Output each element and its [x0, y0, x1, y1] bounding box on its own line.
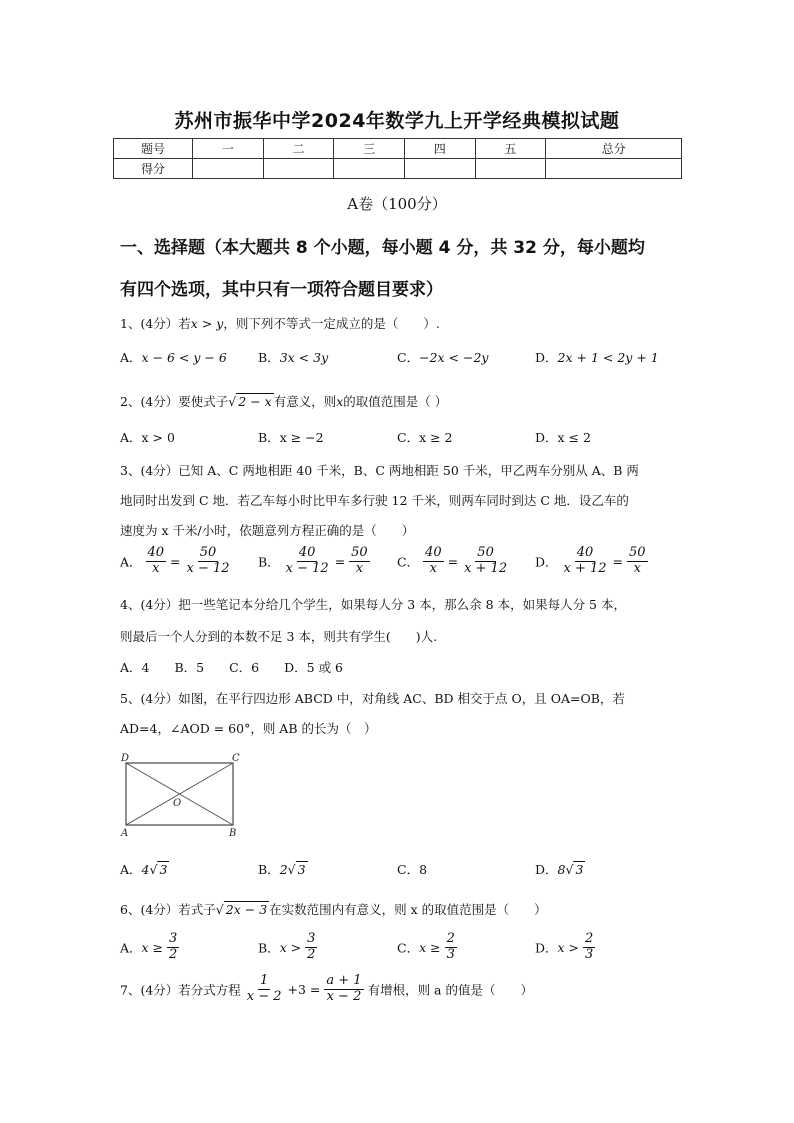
option-expr: x ≥ 2 — [419, 430, 453, 445]
numerator: 50 — [199, 545, 217, 560]
sqrt-expression: √ 3 — [565, 862, 584, 877]
numerator: 50 — [351, 545, 368, 560]
q6-stem-post: 在实数范围内有意义，则 x 的取值范围是（ ） — [269, 902, 547, 917]
fraction — [462, 546, 509, 577]
option-label: C． — [397, 862, 420, 877]
q1-option-c[interactable] — [397, 348, 488, 366]
denominator: x — [355, 560, 364, 576]
q2-option-a[interactable] — [120, 428, 175, 446]
sqrt-expression: √ 2x − 3 — [215, 902, 268, 917]
fraction — [167, 932, 179, 963]
section1-heading-line2: 有四个选项，其中只有一项符合题目要求） — [120, 280, 443, 300]
q1-stem-post: ，则下列不等式一定成立的是（ ）. — [223, 316, 440, 331]
q5-option-b[interactable] — [258, 860, 308, 878]
q1-stem-pre: 1、(4分）若 — [120, 316, 191, 331]
score-header-cell: 一 — [193, 139, 264, 159]
question-5-line2: AD=4，∠AOD = 60°，则 AB 的长为（ ） — [120, 721, 377, 736]
score-input-cell[interactable] — [475, 159, 546, 179]
denominator: 3 — [446, 946, 455, 962]
question-1-stem — [120, 314, 440, 332]
question-4-line2: 则最后一个人分到的本数不足 3 本，则共有学生( )人. — [120, 629, 438, 644]
option-label: C． — [397, 554, 420, 570]
option-expr: x > 0 — [141, 430, 175, 445]
option-label: D． — [535, 940, 558, 956]
q7-stem-pre: 7、(4分）若分式方程 — [120, 982, 241, 998]
fraction — [445, 932, 457, 963]
denominator: x − 12 — [285, 560, 329, 576]
question-3-line3: 速度为 x 千米/小时，依题意列方程正确的是（ ） — [120, 523, 415, 538]
option-label: C． — [397, 430, 420, 445]
numerator: 2 — [446, 931, 455, 946]
question-6-stem — [120, 900, 547, 918]
q6-option-d[interactable] — [535, 932, 595, 963]
option-label: A． — [120, 554, 142, 570]
denominator: 2 — [169, 946, 178, 962]
score-input-cell[interactable] — [263, 159, 334, 179]
score-header-cell: 二 — [263, 139, 334, 159]
score-header-cell: 总分 — [546, 139, 682, 159]
numerator: 2 — [585, 931, 594, 946]
option-label: B． — [258, 862, 280, 877]
option-label: C． — [397, 940, 420, 956]
label-d: D — [121, 753, 130, 764]
score-table-header-row — [114, 139, 682, 159]
option-label: B． — [258, 554, 280, 570]
option-label: A． — [120, 862, 142, 877]
question-7-stem — [120, 974, 533, 1005]
score-row-label: 得分 — [114, 159, 193, 179]
relation: x ≥ — [419, 939, 441, 955]
radicand: 3 — [297, 862, 306, 877]
score-header-cell: 三 — [334, 139, 405, 159]
coefficient: 8 — [557, 862, 566, 877]
denominator: x − 12 — [186, 560, 230, 576]
fraction — [284, 546, 331, 577]
score-header-cell: 四 — [404, 139, 475, 159]
numerator: 40 — [425, 545, 442, 560]
numerator: a + 1 — [326, 973, 362, 988]
option-label: D． — [535, 862, 558, 877]
fraction — [627, 546, 648, 577]
q2-radicand: 2 − x — [238, 394, 272, 409]
score-table-score-row — [114, 159, 682, 179]
q1-option-d[interactable] — [535, 348, 659, 366]
relation: x > — [557, 939, 580, 955]
q5-option-a[interactable] — [120, 860, 169, 878]
q1-condition: x > y — [190, 316, 224, 331]
option-expr: 3x < 3y — [279, 350, 329, 365]
coefficient: 2 — [279, 862, 288, 877]
q2-option-c[interactable] — [397, 428, 453, 446]
denominator: x − 2 — [246, 988, 282, 1004]
option-label: A． — [120, 350, 142, 365]
option-expr: 2x + 1 < 2y + 1 — [557, 350, 659, 365]
parallelogram-figure — [118, 750, 248, 840]
score-input-cell[interactable] — [546, 159, 682, 179]
denominator: x − 2 — [326, 988, 362, 1004]
fraction — [146, 546, 167, 577]
q1-option-a[interactable] — [120, 348, 227, 366]
q6-option-b[interactable] — [258, 932, 317, 963]
q3-option-b[interactable]: B． $\frac{40}{x - 12}$ = $\frac{50}{x}$ — [258, 545, 368, 576]
numerator: 50 — [629, 545, 646, 560]
option-label: D． — [535, 554, 558, 570]
q5-option-d[interactable] — [535, 860, 585, 878]
fraction — [305, 932, 317, 963]
q2-var: x — [336, 394, 344, 409]
option-label: A． — [120, 940, 142, 956]
score-input-cell[interactable] — [404, 159, 475, 179]
question-3-line1: 3、(4分）已知 A、C 两地相距 40 千米，B、C 两地相距 50 千米，甲乙两车分别从 A、B 两 — [120, 463, 639, 478]
q7-stem-post: 有增根，则 a 的值是（ ） — [367, 982, 533, 998]
coefficient: 8 — [419, 862, 428, 877]
relation: x ≥ — [141, 939, 164, 955]
section-a-heading: A卷（100分） — [347, 195, 447, 213]
option-expr: −2x < −2y — [419, 350, 489, 365]
numerator: 40 — [576, 545, 594, 560]
option-label: C． — [397, 350, 420, 365]
page-title: 苏州市振华中学2024年数学九上开学经典模拟试题 — [174, 110, 620, 132]
q3-option-c[interactable]: C． $\frac{40}{x}$ = $\frac{50}{x + 12}$ — [397, 545, 508, 576]
score-header-cell: 五 — [475, 139, 546, 159]
q3-option-d[interactable]: D． $\frac{40}{x + 12}$ = $\frac{50}{x}$ — [535, 545, 646, 576]
denominator: x — [429, 560, 437, 576]
denominator: x — [633, 560, 641, 576]
question-2-stem — [120, 392, 447, 410]
option-expr: x ≥ −2 — [279, 430, 324, 445]
fraction — [324, 974, 363, 1005]
q4-options[interactable]: A．4 B．5 C．6 D．5 或 6 — [120, 660, 344, 675]
option-expr: x − 6 < y − 6 — [141, 350, 227, 365]
option-label: B． — [258, 940, 280, 956]
sqrt-expression: √ 3 — [287, 862, 306, 877]
score-header-cell: 题号 — [114, 139, 193, 159]
coefficient: 4 — [141, 862, 150, 877]
denominator: 3 — [585, 946, 594, 962]
denominator: x — [152, 560, 160, 576]
fraction — [562, 546, 609, 577]
q6-stem-pre: 6、(4分）若式子 — [120, 902, 216, 917]
q6-option-c[interactable] — [397, 932, 457, 963]
score-table — [113, 138, 682, 179]
fraction — [349, 546, 370, 577]
q2-option-b[interactable] — [258, 428, 324, 446]
label-a: A — [121, 828, 129, 839]
option-label: B． — [258, 430, 280, 445]
q2-stem-pre: 2、(4分）要使式子 — [120, 394, 229, 409]
q3-option-a[interactable]: A． $\frac{40}{x}$ = $\frac{50}{x - 12}$ — [120, 545, 230, 576]
option-label: D． — [535, 430, 558, 445]
numerator: 50 — [477, 545, 494, 560]
q6-option-a[interactable] — [120, 932, 179, 963]
radicand: 3 — [159, 862, 168, 877]
fraction — [583, 932, 595, 963]
sqrt-expression: √ 2 − x — [228, 394, 272, 409]
numerator: 1 — [260, 973, 269, 988]
score-input-cell[interactable] — [334, 159, 405, 179]
numerator: 3 — [169, 931, 178, 946]
q5-option-c[interactable] — [397, 860, 427, 878]
fraction — [185, 546, 232, 577]
q1-option-b[interactable] — [258, 348, 328, 366]
section1-heading-line1: 一、选择题（本大题共 8 个小题，每小题 4 分，共 32 分，每小题均 — [120, 238, 645, 258]
option-expr: x ≤ 2 — [557, 430, 591, 445]
q7-mid: +3 = — [287, 981, 321, 997]
label-o: O — [173, 798, 182, 809]
option-label: D． — [535, 350, 558, 365]
sqrt-expression: √ 3 — [149, 862, 168, 877]
numerator: 3 — [307, 931, 316, 946]
numerator: 40 — [147, 545, 165, 560]
denominator: 2 — [307, 946, 316, 962]
question-3-line2: 地同时出发到 C 地．若乙车每小时比甲车多行驶 12 千米，则两车同时到达 C 地．设乙车的 — [120, 493, 629, 508]
question-5-line1: 5、(4分）如图，在平行四边形 ABCD 中，对角线 AC、BD 相交于点 O，且 OA=OB，若 — [120, 691, 625, 706]
denominator: x + 12 — [464, 560, 508, 576]
option-label: A． — [120, 430, 142, 445]
fraction — [423, 546, 444, 577]
q2-stem-mid: 有意义，则 — [273, 394, 337, 409]
question-4-line1: 4、(4分）把一些笔记本分给几个学生，如果每人分 3 本，那么余 8 本，如果每人分 5 本， — [120, 597, 626, 612]
relation: x > — [279, 939, 302, 955]
q2-stem-post: 的取值范围是（ ） — [343, 394, 448, 409]
option-label: B． — [258, 350, 280, 365]
fraction — [245, 974, 284, 1005]
q6-radicand: 2x − 3 — [225, 902, 268, 917]
score-input-cell[interactable] — [193, 159, 264, 179]
q2-option-d[interactable] — [535, 428, 591, 446]
label-b: B — [229, 828, 237, 839]
radicand: 3 — [575, 862, 584, 877]
label-c: C — [232, 753, 240, 764]
numerator: 40 — [298, 545, 316, 560]
denominator: x + 12 — [563, 560, 607, 576]
